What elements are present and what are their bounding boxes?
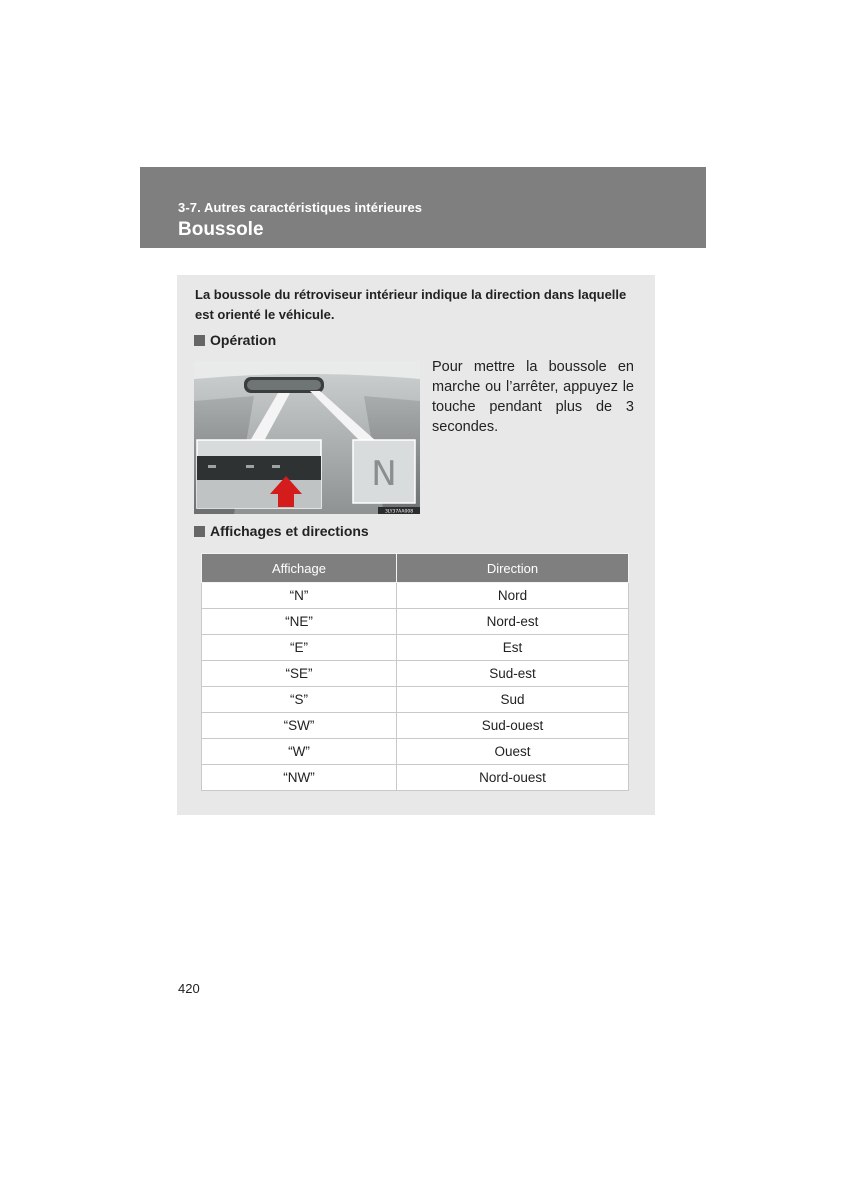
table-header-row [202,554,629,583]
display-cell: “S” [202,687,397,713]
direction-cell: Nord-est [396,609,628,635]
chapter-header [140,167,706,248]
display-cell: “NE” [202,609,397,635]
displays-heading: Affichages et directions [194,523,369,539]
directions-table [201,553,629,791]
content-panel [177,275,655,815]
intro-text: La boussole du rétroviseur intérieur indique la direction dans laquelle est orienté le véhicule. [195,287,627,322]
table-row [202,687,629,713]
illustration-code: 3LY37AA008 [384,509,414,514]
display-cell: “NW” [202,765,397,791]
page-title: Boussole [178,219,264,240]
page-number: 420 [178,981,200,996]
table-row [202,765,629,791]
display-cell: “N” [202,583,397,609]
square-bullet-icon [194,526,205,537]
operation-text: Pour mettre la boussole en marche ou l’arrêter, appuyez le touche pendant plus de 3 secondes. [432,359,634,435]
direction-cell: Ouest [396,739,628,765]
table-row [202,739,629,765]
display-cell: “SW” [202,713,397,739]
direction-cell: Sud [396,687,628,713]
direction-cell: Nord [396,583,628,609]
section-label: 3-7. Autres caractéristiques intérieures [178,200,423,215]
display-cell: “SE” [202,661,397,687]
display-cell: “W” [202,739,397,765]
table-row [202,661,629,687]
direction-cell: Sud-est [396,661,628,687]
table-row [202,713,629,739]
column-header-direction: Direction [396,554,628,583]
direction-cell: Nord-ouest [396,765,628,791]
direction-cell: Sud-ouest [396,713,628,739]
column-header-affichage: Affichage [202,554,397,583]
operation-heading: Opération [194,332,276,348]
square-bullet-icon [194,335,205,346]
mirror-illustration [194,361,420,514]
compass-display-letter: N [371,454,397,494]
table-row [202,609,629,635]
display-cell: “E” [202,635,397,661]
table-row [202,635,629,661]
direction-cell: Est [396,635,628,661]
table-row [202,583,629,609]
